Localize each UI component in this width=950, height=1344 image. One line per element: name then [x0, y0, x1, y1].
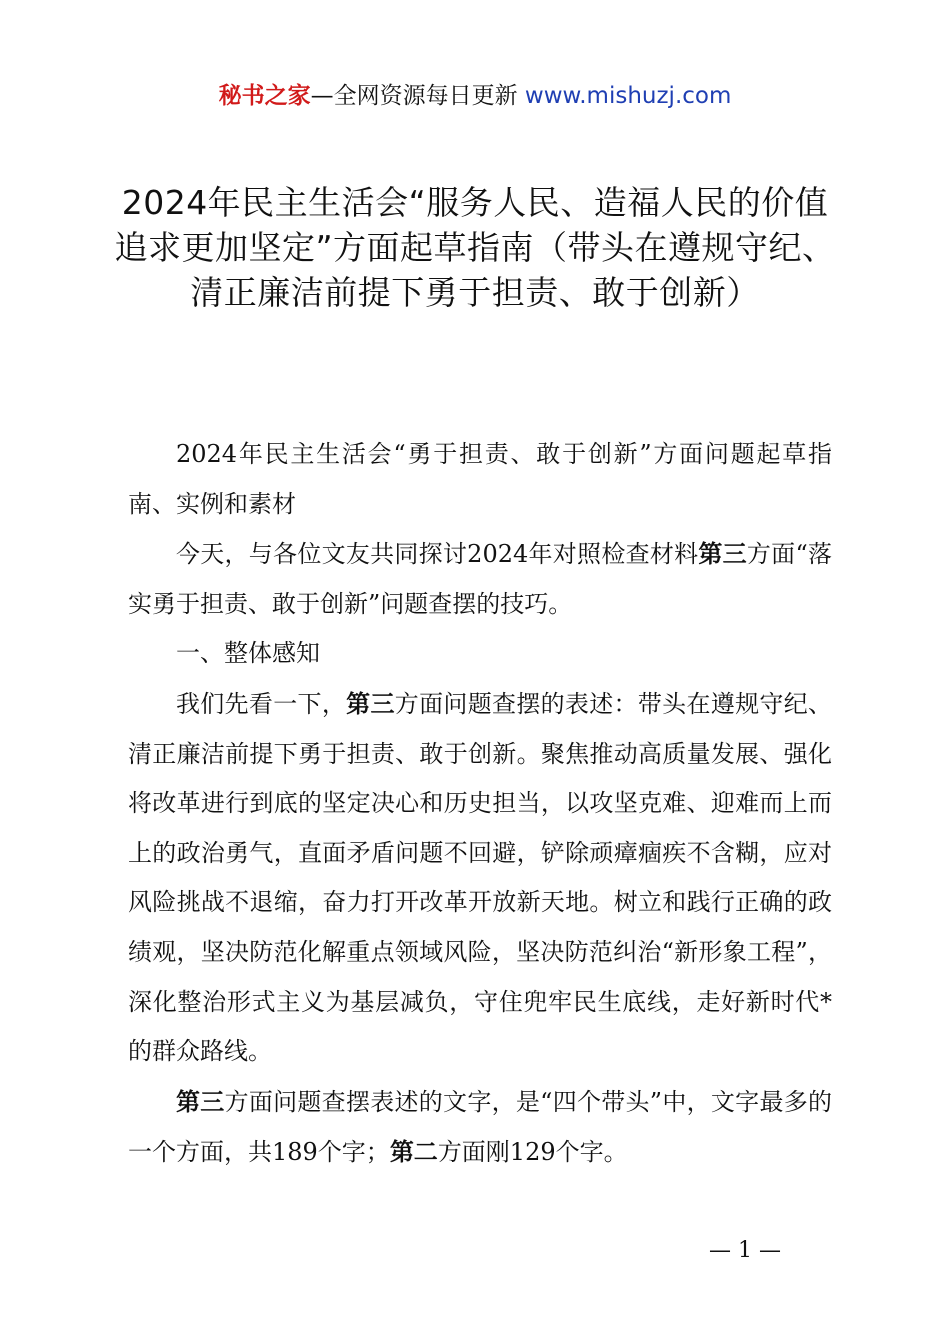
- section-heading: 一、整体感知: [176, 639, 320, 668]
- banner-tagline: —全网资源每日更新: [310, 83, 518, 109]
- site-url-link[interactable]: www.mishuzj.com: [524, 83, 732, 109]
- page-number: — 1 —: [709, 1238, 781, 1263]
- document-title: 2024年民主生活会“服务人民、造福人民的价值追求更加坚定”方面起草指南（带头在遵规守纪、清正廉洁前提下勇于担责、敢于创新）: [114, 183, 836, 312]
- paragraph-statement: 我们先看一下，第三方面问题查摆的表述：带头在遵规守纪、清正廉洁前提下勇于担责、敢于创新。聚焦推动高质量发展、强化将改革进行到底的坚定决心和历史担当，以攻坚克难、迎难而上而上的政治勇气，直面矛盾问题不回避，铲除顽瘴痼疾不含糊，应对风险挑战不退缩，奋力打开改革开放新天地。树立和践行正确的政绩观，坚决防范化解重点领域风险，坚决防范纠治“新形象工程”，深化整治形式主义为基层减负，守住兜牢民生底线，走好新时代*的群众路线。: [128, 688, 833, 1066]
- paragraph-topic: 今天，与各位文友共同探讨2024年对照检查材料第三方面“落实勇于担责、敢于创新”问题查摆的技巧。: [128, 539, 832, 618]
- brand-name: 秘书之家: [218, 83, 311, 109]
- site-banner: [0, 80, 950, 112]
- paragraph-comparison: 第三方面问题查摆表述的文字，是“四个带头”中，文字最多的一个方面，共189个字；第二方面刚129个字。: [128, 1086, 833, 1167]
- document-body: [128, 430, 832, 1178]
- paragraph-intro: 2024年民主生活会“勇于担责、敢于创新”方面问题起草指南、实例和素材: [128, 440, 832, 518]
